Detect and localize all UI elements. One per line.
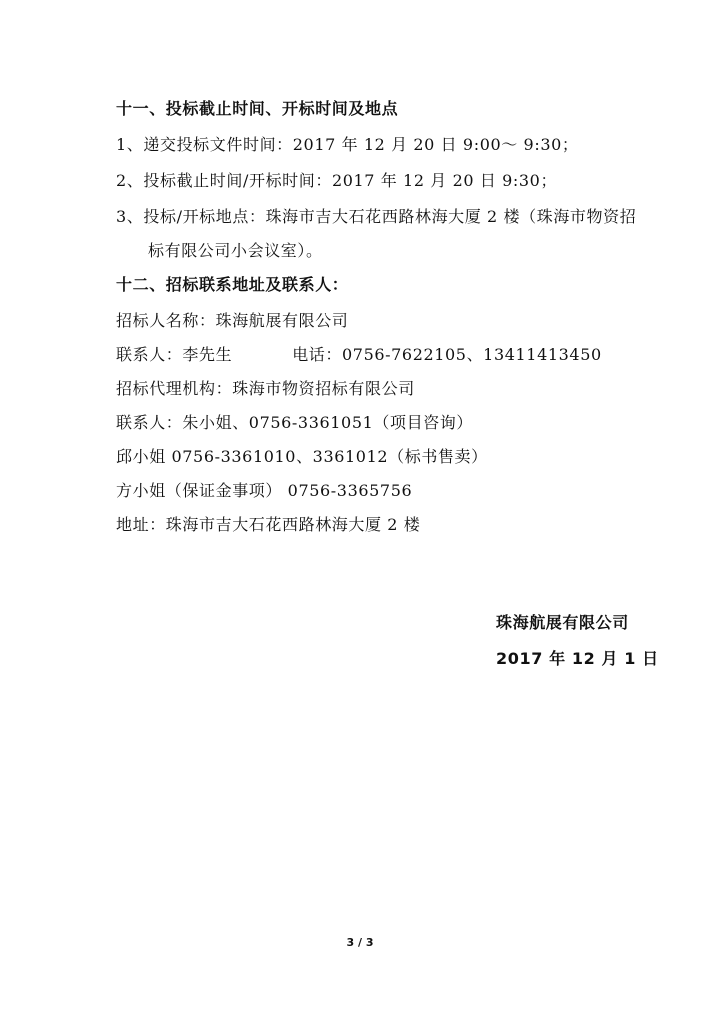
agency-contact-3: 方小姐（保证金事项） 0756-3365756 [116,481,413,500]
section-11-item-2: 2、投标截止时间/开标时间：2017 年 12 月 20 日 9:30； [116,171,558,190]
contact-row [116,344,602,366]
section-11-heading: 十一、投标截止时间、开标时间及地点 [116,99,399,118]
section-11-item-1: 1、递交投标文件时间：2017 年 12 月 20 日 9:00～ 9:30； [116,135,579,154]
section-12-heading: 十二、招标联系地址及联系人： [116,275,349,294]
address: 地址：珠海市吉大石花西路林海大厦 2 楼 [116,515,421,534]
section-11-item-3-continued: 标有限公司小会议室）。 [148,241,323,260]
tenderer-name: 招标人名称：珠海航展有限公司 [116,311,349,330]
agency-contact-1: 联系人：朱小姐、0756-3361051（项目咨询） [116,413,473,432]
signature-company: 珠海航展有限公司 [496,613,629,632]
contact-phone: 电话：0756-7622105、13411413450 [292,345,602,364]
signature-date: 2017 年 12 月 1 日 [496,649,659,668]
agency-name: 招标代理机构：珠海市物资招标有限公司 [116,379,415,398]
contact-person: 联系人：李先生 [116,345,233,364]
page-number: 3 / 3 [346,936,374,949]
section-11-item-3: 3、投标/开标地点：珠海市吉大石花西路林海大厦 2 楼（珠海市物资招 [116,207,637,226]
agency-contact-2: 邱小姐 0756-3361010、3361012（标书售卖） [116,447,488,466]
